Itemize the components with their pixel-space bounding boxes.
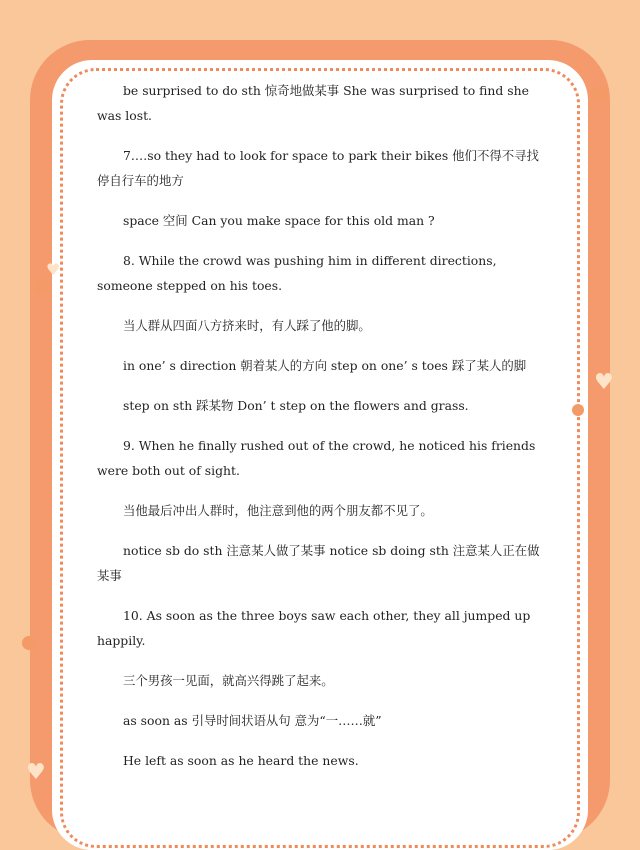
- heart-icon: ♥: [594, 370, 614, 395]
- decorative-dot: [34, 280, 48, 294]
- decorative-dot: [592, 86, 608, 102]
- decorative-dot: [572, 404, 584, 416]
- text-line: be surprised to do sth 惊奇地做某事 She was surprised to find she was lost.: [97, 83, 529, 123]
- text-line: step on sth 踩某物 Don’ t step on the flowers and grass.: [123, 398, 469, 413]
- text-line: He left as soon as he heard the news.: [123, 753, 359, 768]
- text-line: 7.…so they had to look for space to park their bikes 他们不得不寻找停自行车的地方: [97, 148, 539, 188]
- heart-icon: ♥: [46, 260, 61, 279]
- text-line: 当他最后冲出人群时，他注意到他的两个朋友都不见了。: [123, 503, 433, 518]
- text-line: 9. When he finally rushed out of the crowd, he noticed his friends were both out of sight.: [97, 438, 536, 478]
- text-line: 当人群从四面八方挤来时，有人踩了他的脚。: [123, 318, 371, 333]
- text-line: in one’ s direction 朝着某人的方向 step on one’ s toes 踩了某人的脚: [123, 358, 527, 373]
- text-line: 三个男孩一见面，就高兴得跳了起来。: [123, 673, 334, 688]
- text-line: 8. While the crowd was pushing him in different directions, someone stepped on his toes.: [97, 253, 497, 293]
- heart-icon: ♥: [26, 760, 46, 785]
- text-line: as soon as 引导时间状语从句 意为“一……就”: [123, 713, 382, 728]
- text-line: space 空间 Can you make space for this old man ?: [123, 213, 435, 228]
- decorative-dot: [22, 636, 36, 650]
- document-text: [97, 78, 547, 773]
- text-line: 10. As soon as the three boys saw each other, they all jumped up happily.: [97, 608, 531, 648]
- text-line: notice sb do sth 注意某人做了某事 notice sb doing sth 注意某人正在做某事: [97, 543, 540, 583]
